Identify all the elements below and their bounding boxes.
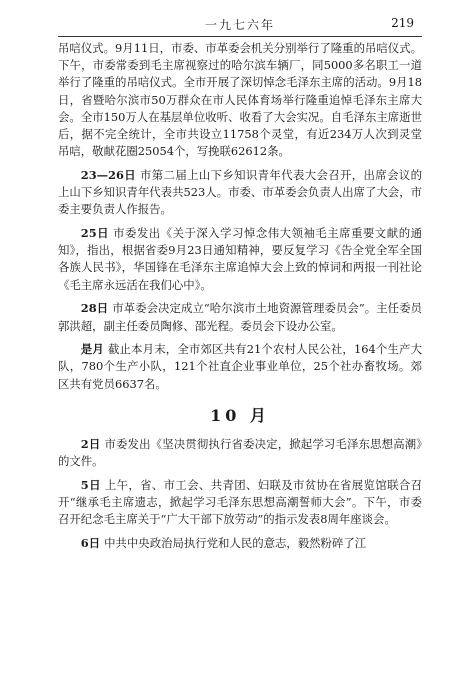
month-heading: 10 月 — [210, 405, 270, 425]
paragraph-continuation — [58, 40, 422, 160]
entry-date: 25日 — [80, 226, 110, 241]
entry-text: 市委发出《坚决贯彻执行省委决定，掀起学习毛泽东思想高潮》的文件。 — [58, 436, 422, 469]
entry-text: 上午，省、市工会、共青团、妇联及市贫协在省展览馆联合召开“继承毛主席遗志，掀起学习毛泽东思想高潮誓师大会”。下午，市委召开纪念毛主席关于“广大干部下放劳动”的指示发表8周年座谈会。 — [58, 477, 422, 527]
entry-text: 市第二届上山下乡知识青年代表大会召开，出席会议的上山下乡知识青年代表共523人。市委、市革委会负责人出席了大会，市委主要负责人作报告。 — [58, 167, 422, 217]
page-content — [58, 40, 422, 559]
header-title: 一九七六年 — [204, 18, 275, 32]
running-header — [58, 14, 422, 37]
entry-september-25 — [58, 225, 422, 294]
entry-date: 5日 — [80, 477, 101, 492]
entry-september-month — [58, 341, 422, 393]
entry-september-28 — [58, 300, 422, 334]
entry-date: 23—26日 — [80, 167, 137, 182]
entry-date: 28日 — [80, 301, 109, 316]
entry-text: 中共中央政治局执行党和人民的意志，毅然粉碎了江 — [104, 535, 367, 550]
entry-text: 市委发出《关于深入学习悼念伟大领袖毛主席重要文献的通知》，指出，根据省委9月23日通知精神，要反复学习《告全党全军全国各族人民书》，华国锋在毛泽东主席追悼大会上致的悼词和两报一刊社论《毛主席永远活在我们心中》。 — [58, 226, 422, 292]
entry-october-2 — [58, 436, 422, 470]
entry-date: 2日 — [80, 436, 101, 451]
entry-september-23-26 — [58, 167, 422, 219]
paragraph-text: 吊唁仪式。9月11日，市委、市革委会机关分别举行了隆重的吊唁仪式。下午，市委常委到毛主席视察过的哈尔滨车辆厂，同5000多名职工一道举行了隆重的吊唁仪式。全市开展了深切悼念毛泽东主席的活动。9月18日，省暨哈尔滨市50万群众在市人民体育场举行隆重追悼毛泽东主席大会。全市150万人在基层单位收听、收看了大会实况。自毛泽东主席逝世后，据不完全统计，全市共设立11758个灵堂，有近234万人次到灵堂吊唁，敬献花圈25054个，写挽联62612条。 — [58, 41, 422, 159]
entry-october-6 — [58, 535, 422, 552]
entry-date: 是月 — [80, 342, 104, 357]
page-number: 219 — [391, 16, 414, 30]
entry-text: 市革委会决定成立“哈尔滨市土地资源管理委员会”。主任委员郭洪超，副主任委员陶修、邵光程。委员会下设办公室。 — [58, 301, 422, 333]
entry-text: 截止本月末，全市郊区共有21个农村人民公社，164个生产大队，780个生产小队，121个社直企业事业单位，25个社办畜牧场。郊区共有党员6637名。 — [58, 342, 422, 391]
entry-date: 6日 — [80, 535, 101, 550]
entry-october-5 — [58, 477, 422, 529]
